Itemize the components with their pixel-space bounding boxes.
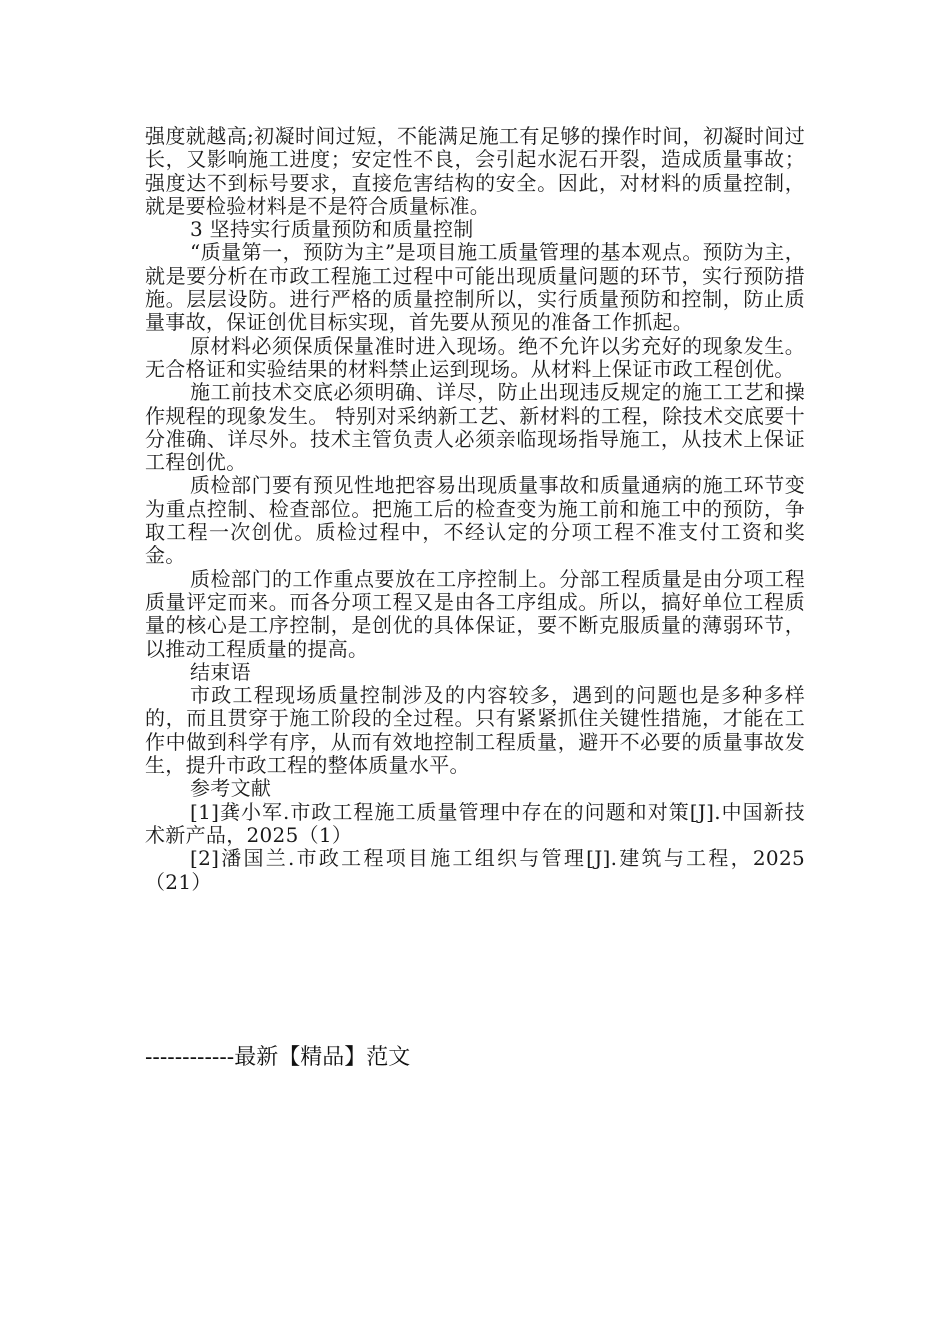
heading-conclusion: 结束语 (190, 659, 251, 684)
document-body (145, 125, 805, 894)
paragraph-inspection-foresight: 质检部门要有预见性地把容易出现质量事故和质量通病的施工环节变为重点控制、检查部位。把施工后的检查变为施工前和施工中的预防，争取工程一次创优。质检过程中，不经认定的分项工程不准支付工资和奖金。 (145, 473, 805, 568)
section-heading-quality-prevention: 3 坚持实行质量预防和质量控制 (190, 217, 474, 242)
heading-references: 参考文献 (190, 776, 272, 801)
paragraph-process-control: 质检部门的工作重点要放在工序控制上。分部工程质量是由分项工程质量评定而来。而各分项工程又是由各工序组成。所以，搞好单位工程质量的核心是工序控制，是创优的具体保证，要不断克服质量的薄弱环节，以推动工程质量的提高。 (145, 566, 805, 661)
paragraph-technical-briefing: 施工前技术交底必须明确、详尽，防止出现违反规定的施工工艺和操作规程的现象发生。 特别对采纳新工艺、新材料的工程，除技术交底要十分准确、详尽外。技术主管负责人必须亲临现场指导施工，从技术上保证工程创优。 (145, 380, 805, 475)
paragraph-conclusion: 市政工程现场质量控制涉及的内容较多，遇到的问题也是多种多样的，而且贯穿于施工阶段的全过程。只有紧紧抓住关键性措施，才能在工作中做到科学有序，从而有效地控制工程质量，避开不必要的质量事故发生，提升市政工程的整体质量水平。 (145, 683, 805, 778)
paragraph-prevention-first: “质量第一，预防为主”是项目施工质量管理的基本观点。预防为主，就是要分析在市政工程施工过程中可能出现质量问题的环节，实行预防措施。层层设防。进行严格的质量控制所以，实行质量预防和控制，防止质量事故，保证创优目标实现，首先要从预见的准备工作抓起。 (145, 240, 805, 335)
reference-item-1: [1]龚小军.市政工程施工质量管理中存在的问题和对策[J].中国新技术新产品，2025（1） (145, 799, 805, 847)
paragraph-raw-materials: 原材料必须保质保量准时进入现场。绝不允许以劣充好的现象发生。无合格证和实验结果的材料禁止运到现场。从材料上保证市政工程创优。 (145, 333, 805, 381)
reference-item-2: [2]潘国兰.市政工程项目施工组织与管理[J].建筑与工程，2025（21） (145, 846, 805, 894)
footer-banner: ------------最新【精品】范文 (145, 1045, 411, 1070)
paragraph-cement-quality: 强度就越高;初凝时间过短，不能满足施工有足够的操作时间，初凝时间过长，又影响施工进度；安定性不良，会引起水泥石开裂，造成质量事故；强度达不到标号要求，直接危害结构的安全。因此，对材料的质量控制，就是要检验材料是不是符合质量标准。 (145, 124, 805, 218)
